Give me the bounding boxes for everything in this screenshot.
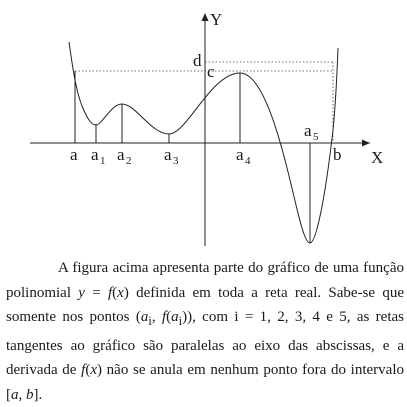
caption-var: f	[161, 309, 167, 325]
caption-var: a	[140, 309, 149, 325]
caption-text: ,	[18, 386, 26, 403]
x-axis-arrow-icon	[362, 140, 370, 147]
label-a: a	[70, 145, 78, 164]
caption-text: (	[166, 309, 172, 325]
caption-text: ) não se anula em nenhum ponto fora do intervalo [	[6, 362, 404, 403]
caption-var: x	[117, 284, 124, 301]
label-b: b	[333, 145, 342, 164]
label-a4: a	[236, 145, 244, 164]
caption-text: ) definida em toda a reta real. Sabe-se que somente nos pontos (	[6, 284, 404, 325]
figure-caption	[6, 256, 404, 407]
caption-text: (	[112, 284, 118, 301]
label-a3-sub: 3	[173, 155, 179, 167]
caption-subscript: i	[148, 314, 152, 328]
caption-var: b	[26, 386, 34, 403]
y-axis-label: Y	[210, 10, 223, 29]
caption-text: )), com i = 1, 2, 3, 4 e 5, as retas tangentes ao gráfico são paralelas ao eixo das abscissas, e a derivada de	[6, 309, 405, 378]
caption-text: A figura acima apresenta parte do gráfico de uma função polinomial	[6, 260, 404, 301]
label-a4-sub: 4	[245, 155, 251, 167]
caption-subscript: i	[178, 314, 183, 328]
x-axis-label: X	[371, 148, 384, 167]
label-a3: a	[164, 145, 172, 164]
caption-text: ,	[151, 309, 162, 325]
caption-var: f	[107, 284, 113, 301]
caption-text: ].	[33, 386, 43, 403]
caption-var: x	[90, 362, 97, 378]
label-a5: a	[304, 121, 312, 140]
caption-var: a	[171, 309, 179, 325]
y-axis-arrow-icon	[202, 13, 209, 21]
caption-var: a	[11, 386, 19, 403]
caption-text: =	[84, 284, 108, 301]
caption-var: y	[78, 284, 85, 301]
caption-var: f	[81, 362, 86, 378]
label-a2: a	[117, 145, 125, 164]
label-c: c	[207, 62, 215, 81]
label-a5-sub: 5	[313, 131, 319, 143]
label-a1-sub: 1	[100, 155, 106, 167]
label-d: d	[193, 51, 202, 70]
label-a2-sub: 2	[126, 155, 132, 167]
caption-text: (	[85, 362, 91, 378]
label-a1: a	[91, 145, 99, 164]
